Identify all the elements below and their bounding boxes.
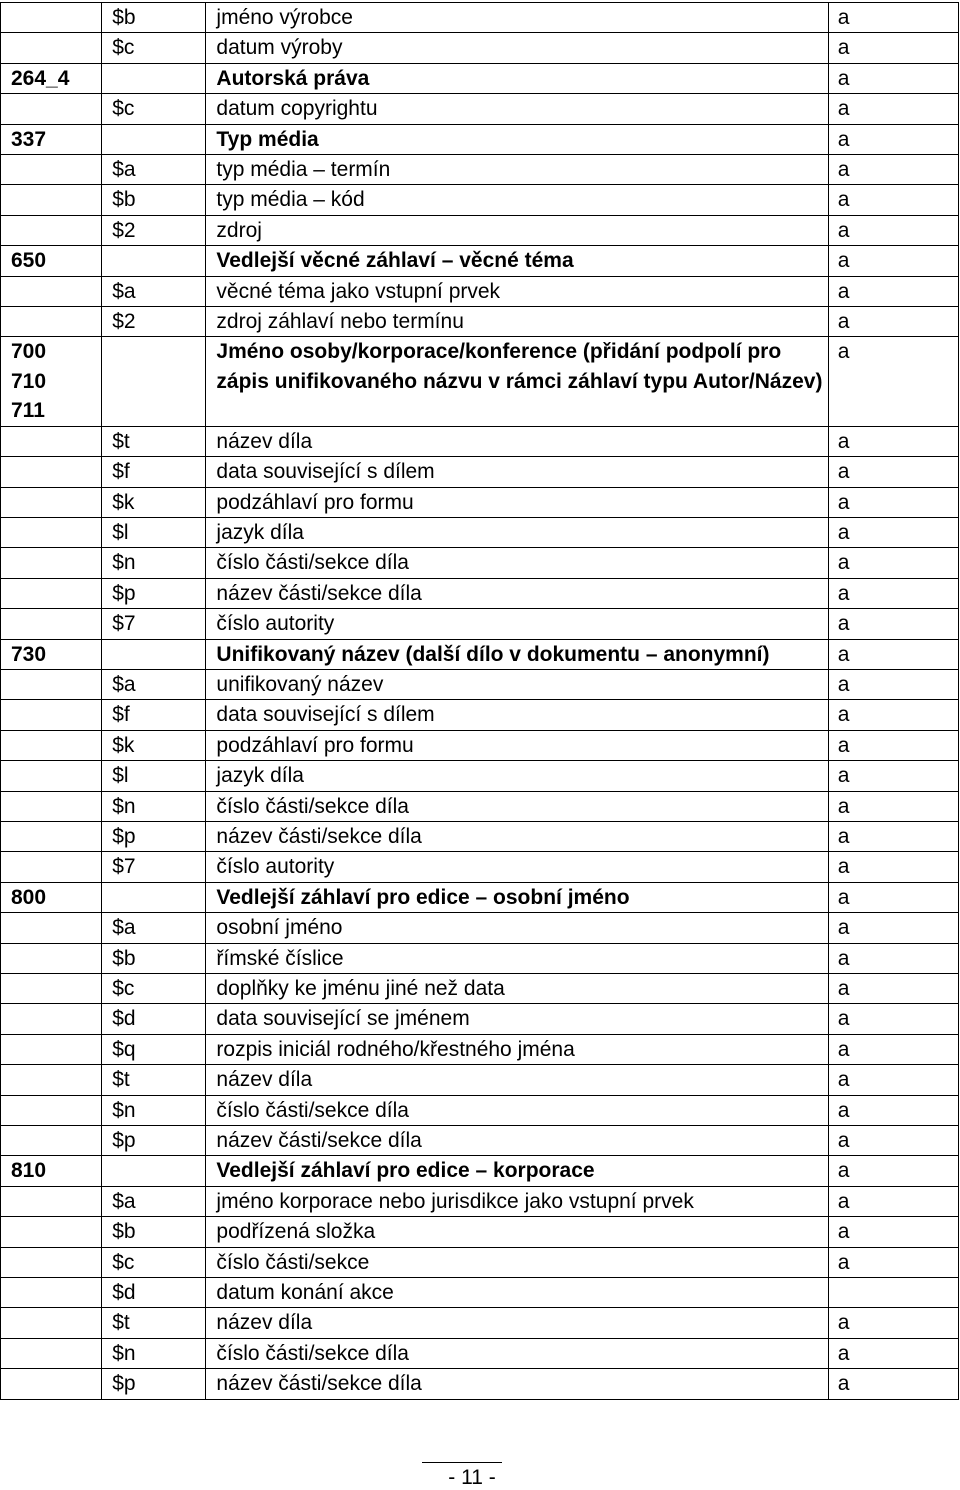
field-description: Typ média [206,124,828,154]
subfield-code: $d [102,1278,206,1308]
field-status: a [828,487,958,517]
field-header-row [1,1156,959,1186]
field-tag: 730 [1,639,102,669]
field-status: a [828,246,958,276]
field-status: a [828,1369,958,1399]
field-status: a [828,548,958,578]
subfield-row [1,457,959,487]
field-description: číslo části/sekce [206,1247,828,1277]
subfield-row [1,1247,959,1277]
field-description: Jméno osoby/korporace/konference (přidání podpolí pro zápis unifikovaného názvu v rámci záhlaví typu Autor/Název) [206,337,828,426]
field-status: a [828,124,958,154]
field-tag [1,852,102,882]
field-tag [1,609,102,639]
field-description: název části/sekce díla [206,821,828,851]
field-header-row [1,639,959,669]
subfield-row [1,548,959,578]
field-tag [1,307,102,337]
subfield-code [102,882,206,912]
field-tag [1,1095,102,1125]
subfield-row [1,730,959,760]
subfield-code: $p [102,578,206,608]
subfield-row [1,669,959,699]
field-tag [1,457,102,487]
field-status: a [828,1247,958,1277]
subfield-code: $p [102,1126,206,1156]
field-header-row [1,337,959,426]
page-number: - 11 - [448,1466,496,1489]
field-description: římské číslice [206,943,828,973]
field-description: Vedlejší záhlaví pro edice – osobní jméno [206,882,828,912]
subfield-code: $2 [102,215,206,245]
field-description: unifikovaný název [206,669,828,699]
field-status: a [828,1217,958,1247]
field-status: a [828,791,958,821]
field-tag [1,276,102,306]
field-description: číslo autority [206,852,828,882]
subfield-code: $f [102,457,206,487]
field-status: a [828,669,958,699]
field-tag [1,1186,102,1216]
subfield-row [1,1217,959,1247]
field-tag [1,1217,102,1247]
field-status: a [828,276,958,306]
field-status: a [828,1126,958,1156]
field-tag [1,487,102,517]
subfield-code [102,1156,206,1186]
field-description: Unifikovaný název (další dílo v dokumentu – anonymní) [206,639,828,669]
field-tag [1,1034,102,1064]
field-tag [1,578,102,608]
field-description: číslo autority [206,609,828,639]
field-description: jméno výrobce [206,3,828,33]
field-description: datum výroby [206,33,828,63]
field-description: podřízená složka [206,1217,828,1247]
field-tag: 337 [1,124,102,154]
field-description: podzáhlaví pro formu [206,487,828,517]
subfield-row [1,1034,959,1064]
subfield-code: $b [102,943,206,973]
subfield-row [1,1065,959,1095]
field-header-row [1,63,959,93]
subfield-row [1,1126,959,1156]
field-tag [1,669,102,699]
field-description: data související se jménem [206,1004,828,1034]
field-description: data související s dílem [206,457,828,487]
field-tag [1,517,102,547]
subfield-code: $c [102,1247,206,1277]
field-description: doplňky ke jménu jiné než data [206,974,828,1004]
subfield-code: $c [102,974,206,1004]
subfield-row [1,1095,959,1125]
subfield-code: $k [102,487,206,517]
field-status: a [828,426,958,456]
field-status: a [828,609,958,639]
subfield-row [1,761,959,791]
field-status: a [828,3,958,33]
field-status: a [828,943,958,973]
field-tag: 264_4 [1,63,102,93]
subfield-row [1,276,959,306]
subfield-code: $p [102,821,206,851]
subfield-code: $a [102,669,206,699]
field-status: a [828,33,958,63]
field-description: zdroj záhlaví nebo termínu [206,307,828,337]
field-description: číslo části/sekce díla [206,791,828,821]
subfield-row [1,1186,959,1216]
field-description: název části/sekce díla [206,1369,828,1399]
field-tag [1,3,102,33]
field-status: a [828,1034,958,1064]
subfield-code: $2 [102,307,206,337]
field-tag [1,94,102,124]
field-status: a [828,307,958,337]
subfield-row [1,1308,959,1338]
field-tag [1,791,102,821]
subfield-row [1,94,959,124]
subfield-row [1,791,959,821]
field-status: a [828,974,958,1004]
subfield-row [1,33,959,63]
field-tag [1,426,102,456]
field-description: Vedlejší věcné záhlaví – věcné téma [206,246,828,276]
field-tag [1,761,102,791]
table-body [1,3,959,1400]
subfield-code [102,124,206,154]
subfield-code: $a [102,913,206,943]
field-status: a [828,215,958,245]
field-status: a [828,578,958,608]
field-tag [1,155,102,185]
subfield-code: $n [102,548,206,578]
field-tag [1,974,102,1004]
subfield-code: $t [102,426,206,456]
field-description: číslo části/sekce díla [206,548,828,578]
field-status: a [828,761,958,791]
field-tag [1,1308,102,1338]
subfield-row [1,821,959,851]
footer-rule [422,1462,502,1463]
subfield-row [1,1369,959,1399]
subfield-row [1,943,959,973]
field-tag [1,1065,102,1095]
field-tag: 810 [1,1156,102,1186]
field-status: a [828,457,958,487]
field-description: zdroj [206,215,828,245]
field-tag [1,943,102,973]
field-tag [1,1278,102,1308]
subfield-code [102,63,206,93]
subfield-row [1,609,959,639]
field-status: a [828,155,958,185]
field-description: název části/sekce díla [206,578,828,608]
subfield-code: $a [102,155,206,185]
subfield-row [1,913,959,943]
field-description: datum konání akce [206,1278,828,1308]
subfield-code: $b [102,1217,206,1247]
subfield-row [1,974,959,1004]
subfield-code: $l [102,761,206,791]
field-description: jméno korporace nebo jurisdikce jako vstupní prvek [206,1186,828,1216]
field-tag [1,185,102,215]
subfield-row [1,215,959,245]
field-tag [1,1126,102,1156]
field-status: a [828,517,958,547]
subfield-row [1,517,959,547]
subfield-code: $c [102,94,206,124]
field-description: data související s dílem [206,700,828,730]
field-status: a [828,1156,958,1186]
subfield-row [1,1278,959,1308]
field-tag: 800 [1,882,102,912]
field-status: a [828,821,958,851]
field-tag [1,1369,102,1399]
field-status: a [828,913,958,943]
field-description: rozpis iniciál rodného/křestného jména [206,1034,828,1064]
field-tag: 700 710 711 [1,337,102,426]
field-description: jazyk díla [206,761,828,791]
subfield-code: $p [102,1369,206,1399]
subfield-code: $7 [102,852,206,882]
subfield-row [1,1338,959,1368]
field-tag [1,33,102,63]
field-status [828,1278,958,1308]
field-status: a [828,1004,958,1034]
field-description: číslo části/sekce díla [206,1338,828,1368]
field-tag [1,730,102,760]
field-status: a [828,639,958,669]
subfield-code: $a [102,1186,206,1216]
field-tag: 650 [1,246,102,276]
field-tag [1,913,102,943]
subfield-code: $k [102,730,206,760]
field-status: a [828,1186,958,1216]
subfield-row [1,852,959,882]
subfield-row [1,426,959,456]
field-description: číslo části/sekce díla [206,1095,828,1125]
field-tag [1,821,102,851]
field-description: datum copyrightu [206,94,828,124]
field-header-row [1,246,959,276]
subfield-row [1,578,959,608]
subfield-code: $q [102,1034,206,1064]
subfield-code: $f [102,700,206,730]
subfield-row [1,487,959,517]
subfield-code: $t [102,1308,206,1338]
subfield-code [102,639,206,669]
field-description: podzáhlaví pro formu [206,730,828,760]
field-description: věcné téma jako vstupní prvek [206,276,828,306]
field-status: a [828,63,958,93]
field-description: název díla [206,426,828,456]
subfield-code: $d [102,1004,206,1034]
field-tag [1,1338,102,1368]
field-status: a [828,1065,958,1095]
subfield-code: $n [102,1095,206,1125]
subfield-code: $l [102,517,206,547]
subfield-code: $t [102,1065,206,1095]
field-description: jazyk díla [206,517,828,547]
field-description: osobní jméno [206,913,828,943]
field-tag [1,1247,102,1277]
field-status: a [828,882,958,912]
subfield-code: $b [102,185,206,215]
field-header-row [1,124,959,154]
field-header-row [1,882,959,912]
field-tag [1,1004,102,1034]
subfield-code [102,246,206,276]
field-description: název díla [206,1065,828,1095]
subfield-row [1,700,959,730]
subfield-code [102,337,206,426]
field-description: název části/sekce díla [206,1126,828,1156]
marc-fields-table [0,2,959,1400]
field-status: a [828,1308,958,1338]
subfield-code: $c [102,33,206,63]
subfield-row [1,155,959,185]
subfield-code: $7 [102,609,206,639]
field-status: a [828,94,958,124]
subfield-code: $n [102,1338,206,1368]
field-tag [1,215,102,245]
field-description: typ média – termín [206,155,828,185]
field-status: a [828,852,958,882]
field-description: typ média – kód [206,185,828,215]
subfield-row [1,1004,959,1034]
subfield-row [1,185,959,215]
field-status: a [828,337,958,426]
subfield-row [1,307,959,337]
subfield-code: $b [102,3,206,33]
field-description: Autorská práva [206,63,828,93]
field-tag [1,700,102,730]
subfield-code: $n [102,791,206,821]
subfield-code: $a [102,276,206,306]
subfield-row [1,3,959,33]
field-description: Vedlejší záhlaví pro edice – korporace [206,1156,828,1186]
field-status: a [828,730,958,760]
field-status: a [828,1095,958,1125]
field-status: a [828,700,958,730]
field-status: a [828,1338,958,1368]
field-tag [1,548,102,578]
field-description: název díla [206,1308,828,1338]
field-status: a [828,185,958,215]
